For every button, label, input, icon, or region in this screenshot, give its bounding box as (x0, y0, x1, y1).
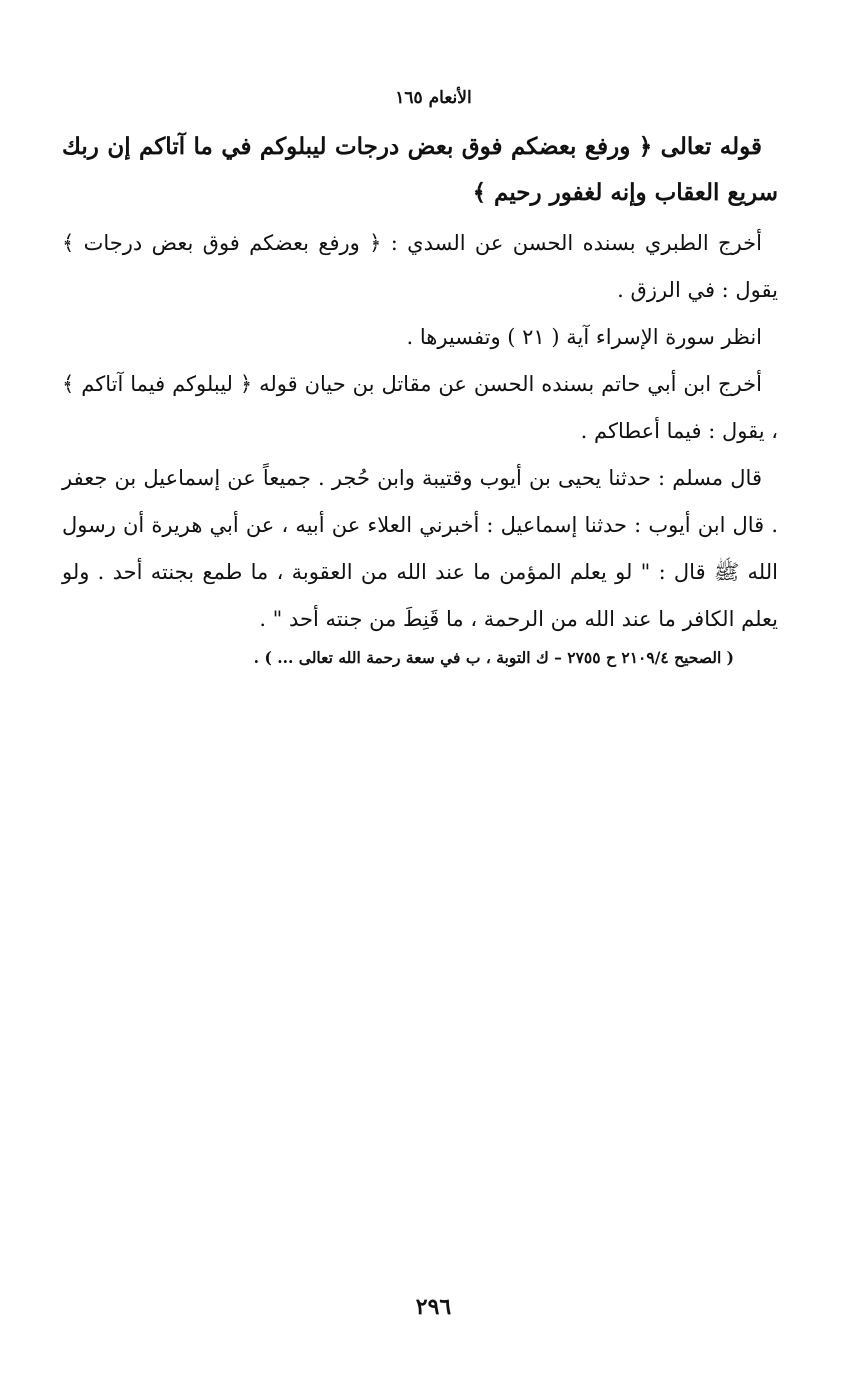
paragraph-isra-reference: انظر سورة الإسراء آية ( ٢١ ) وتفسيرها . (406, 325, 762, 349)
verse-heading: قوله تعالى ﴿ ورفع بعضكم فوق بعض درجات ليبلوكم في ما آتاكم إن ربك سريع العقاب وإنه لغفور رحيم ﴾ (62, 133, 778, 206)
paragraph-muslim-hadith: قال مسلم : حدثنا يحيى بن أيوب وقتيبة وابن حُجر . جميعاً عن إسماعيل بن جعفر . قال ابن أيوب : حدثنا إسماعيل : أخبرني العلاء عن أبيه ، عن أبي هريرة أن رسول الله ﷺ قال : " لو يعلم المؤمن ما عند الله من العقوبة ، ما طمع بجنته أحد . ولو يعلم الكافر ما عند الله من الرحمة ، ما قَنِطَ من جنته أحد " . (62, 466, 778, 631)
paragraph-tabari: أخرج الطبري بسنده الحسن عن السدي : ﴿ ورفع بعضكم فوق بعض درجات ﴾ يقول : في الرزق . (62, 231, 778, 302)
page-header: الأنعام ١٦٥ (395, 88, 472, 108)
page-number: ٢٩٦ (415, 1294, 452, 1320)
paragraph-ibn-abi-hatim: أخرج ابن أبي حاتم بسنده الحسن عن مقاتل بن حيان قوله ﴿ ليبلوكم فيما آتاكم ﴾ ، يقول : فيما أعطاكم . (62, 372, 778, 443)
hadith-reference: ( الصحيح ٢١٠٩/٤ ح ٢٧٥٥ – ك التوبة ، ب في سعة رحمة الله تعالى ... ) . (253, 648, 734, 667)
page-content (62, 124, 778, 673)
